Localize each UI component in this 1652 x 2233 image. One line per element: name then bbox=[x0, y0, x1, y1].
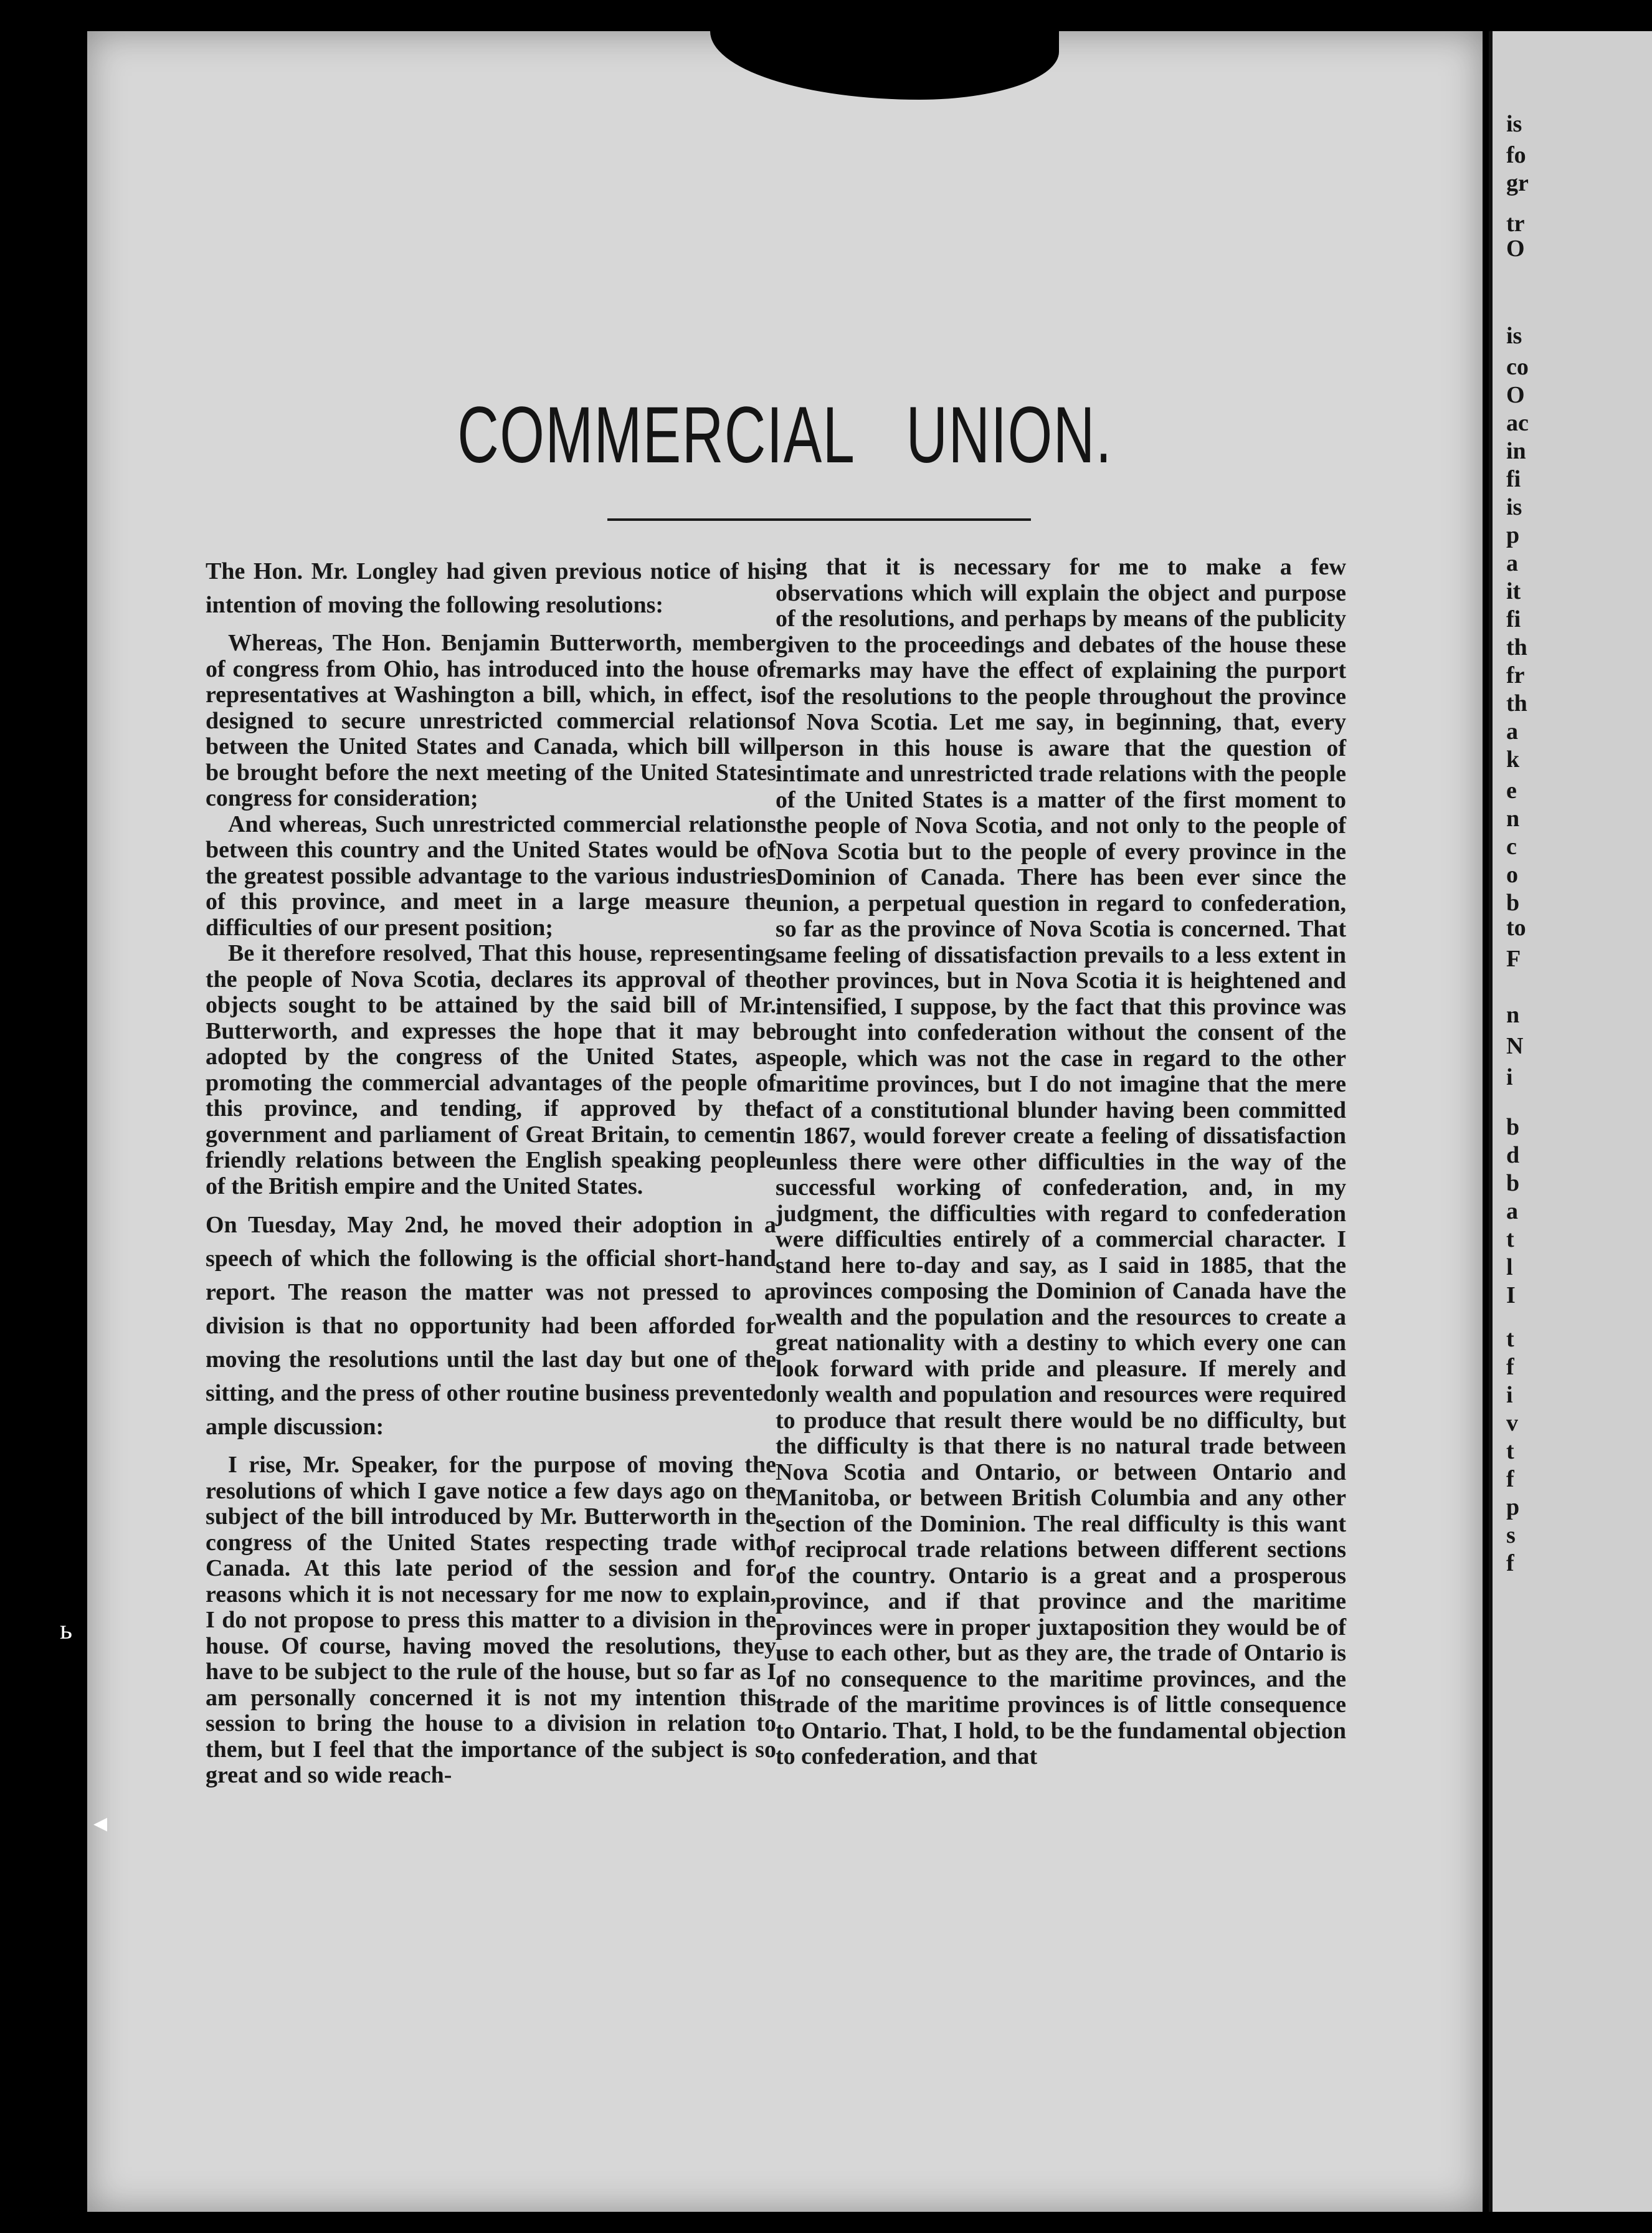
adjacent-page-fragment: I bbox=[1506, 1282, 1516, 1308]
adjacent-page-fragment: is bbox=[1506, 494, 1522, 520]
adjacent-page-fragment: b bbox=[1506, 1170, 1520, 1196]
torn-edge bbox=[710, 31, 1059, 100]
adjacent-page-fragment: s bbox=[1506, 1522, 1516, 1548]
adjacent-page-fragment: to bbox=[1506, 915, 1526, 941]
adjacent-page-fragment: a bbox=[1506, 550, 1518, 576]
adjacent-page-fragment: t bbox=[1506, 1438, 1514, 1464]
adjacent-page-fragment: F bbox=[1506, 946, 1521, 972]
adjacent-page-fragment: fr bbox=[1506, 662, 1525, 688]
adjacent-page-fragment: it bbox=[1506, 578, 1521, 604]
resolution-whereas-1: Whereas, The Hon. Benjamin Butterworth, member of congress from Ohio, has introduced into the house of representatives at Washington a bill, which, in effect, is designed to secure unrestricted commercial relations between the United States and Canada, which bill will be brought before the next meeting of the United States congress for consideration; bbox=[206, 630, 776, 811]
adjacent-page-fragment: th bbox=[1506, 690, 1527, 717]
adjacent-page-fragment: tr bbox=[1506, 211, 1525, 237]
adjacent-page-fragment: p bbox=[1506, 522, 1520, 548]
adjacent-page-fragment: l bbox=[1506, 1254, 1513, 1280]
adjacent-page-fragment: b bbox=[1506, 1114, 1520, 1140]
page-title: COMMERCIAL UNION. bbox=[457, 391, 1113, 480]
margin-mark-b: ь bbox=[60, 1614, 73, 1645]
adjacent-page-fragment: N bbox=[1506, 1033, 1524, 1059]
speech-opening: I rise, Mr. Speaker, for the purpose of moving the resolutions of which I gave notice a few days ago on the subject of the bill introduced by Mr. Butterworth in the congress of the United States respecting trade with Canada. At this late period of the session and for reasons which it is not necessary for me now to explain, I do not propose to press this matter to a division in the house. Of course, having moved the resolutions, they have to be subject to the rule of the house, but so far as I am personally concerned it is not my intention this session to bring the house to a division in relation to them, but I feel that the importance of the subject is so great and so wide reach- bbox=[206, 1452, 776, 1788]
adjacent-page-fragment: e bbox=[1506, 778, 1517, 804]
right-column bbox=[776, 555, 1346, 1770]
adjacent-page-fragment: d bbox=[1506, 1142, 1520, 1168]
adjacent-page-fragment: b bbox=[1506, 890, 1520, 916]
adjacent-page-fragment: co bbox=[1506, 354, 1529, 380]
adjacent-page-fragment: a bbox=[1506, 1198, 1518, 1224]
adjacent-page-fragment: fi bbox=[1506, 466, 1521, 492]
adjacent-page-fragment: in bbox=[1506, 438, 1526, 464]
adjacent-page-fragment: f bbox=[1506, 1550, 1514, 1576]
adjacent-page-fragment: n bbox=[1506, 1002, 1520, 1028]
adjacent-page-fragment: o bbox=[1506, 862, 1518, 888]
title-rule bbox=[607, 518, 1031, 521]
left-column bbox=[206, 555, 776, 1789]
adjacent-page-fragment: fi bbox=[1506, 606, 1521, 632]
resolution-resolved: Be it therefore resolved, That this house, representing the people of Nova Scotia, declares its approval of the objects sought to be attained by the said bill of Mr. Butterworth, and expresses the hope that it may be adopted by the congress of the United States, as promoting the commercial advantages of the people of this province, and tending, if approved by the government and parliament of Great Britain, to cement friendly relations between the English speaking people of the British empire and the United States. bbox=[206, 940, 776, 1199]
adjacent-page-fragment: t bbox=[1506, 1226, 1514, 1252]
scanned-page bbox=[87, 31, 1483, 2212]
speech-continuation: ing that it is necessary for me to make a few observations which will explain the object and purpose of the resolutions, and perhaps by means of the publicity given to the proceedings and debates of the house these remarks may have the effect of explaining the purport of the resolutions to the people throughout the province of Nova Scotia. Let me say, in beginning, that, every person in this house is aware that the question of intimate and unrestricted trade relations with the people of the United States is a matter of the first moment to the people of Nova Scotia, and not only to the people of Nova Scotia but to the people of every province in the Dominion of Canada. There has been ever since the union, a perpetual question in regard to confederation, so far as the province of Nova Scotia is concerned. That same feeling of dissatisfaction prevails to a less extent in other provinces, but in Nova Scotia it is heightened and intensified, I suppose, by the fact that this province was brought into confederation without the consent of the people, which was not the case in regard to the other maritime provinces, but I do not imagine that the mere fact of a constitutional blunder having been committed in 1867, would forever create a feeling of dissatisfaction unless there were other difficulties in the way of the successful working of confederation, and, in my judgment, the difficulties with regard to confederation were difficulties entirely of a commercial character. I stand here to-day and say, as I said in 1885, that the provinces composing the Dominion of Canada have the wealth and the population and the resources to create a great nationality with a destiny to which every one can look forward with pride and pleasure. If merely and only wealth and population and resources were required to produce that result there would be no difficulty, but the difficulty is that there is no natural trade between Nova Scotia and Ontario, or between Ontario and Manitoba, or between British Columbia and any other section of the Dominion. The real difficulty is this want of reciprocal trade relations between different sections of the country. Ontario is a great and a prosperous province, and if that province and the maritime provinces were in proper juxtaposition they would be of use to each other, but as they are, the trade of Ontario is of no consequence to the maritime provinces, and the trade of the maritime provinces is of little consequence to Ontario. That, I hold, to be the fundamental objection to confederation, and that bbox=[776, 554, 1346, 1769]
margin-mark-arrow: ◂ bbox=[93, 1807, 108, 1838]
adjacent-page-fragment: f bbox=[1506, 1354, 1514, 1380]
adjacent-page-fragment: i bbox=[1506, 1064, 1513, 1090]
adjacent-page-fragment: is bbox=[1506, 111, 1522, 137]
adjacent-page-fragment: a bbox=[1506, 718, 1518, 745]
adjacent-page-fragment: O bbox=[1506, 382, 1525, 408]
adjacent-page-fragment: i bbox=[1506, 1382, 1513, 1408]
adjacent-page-fragment: th bbox=[1506, 634, 1527, 660]
adjacent-page-fragment: v bbox=[1506, 1410, 1518, 1436]
adjacent-page-fragment: fo bbox=[1506, 142, 1526, 168]
adjacent-page-fragment: k bbox=[1506, 746, 1520, 773]
adjacent-page-fragment: c bbox=[1506, 834, 1517, 860]
report-intro-paragraph: On Tuesday, May 2nd, he moved their adoption in a speech of which the following is the official short-hand report. The reason the matter was not pressed to a division is that no opportunity had been afforded for moving the resolutions until the last day but one of the sitting, and the press of other routine business prevented ample discussion: bbox=[206, 1212, 776, 1440]
adjacent-page-fragment: f bbox=[1506, 1466, 1514, 1492]
adjacent-page-fragment: n bbox=[1506, 806, 1520, 832]
intro-paragraph: The Hon. Mr. Longley had given previous notice of his intention of moving the following resolutions: bbox=[206, 558, 776, 618]
adjacent-page-strip bbox=[1489, 31, 1652, 2212]
adjacent-page-fragment: is bbox=[1506, 323, 1522, 349]
adjacent-page-fragment: t bbox=[1506, 1326, 1514, 1352]
adjacent-page-fragment: ac bbox=[1506, 410, 1529, 436]
resolution-whereas-2: And whereas, Such unrestricted commercial relations between this country and the United States would be of the greatest possible advantage to the various industries of this province, and meet in a large measure the difficulties of our present position; bbox=[206, 811, 776, 941]
adjacent-page-fragment: gr bbox=[1506, 170, 1529, 196]
adjacent-page-fragment: O bbox=[1506, 236, 1525, 262]
adjacent-page-fragment: p bbox=[1506, 1494, 1520, 1520]
